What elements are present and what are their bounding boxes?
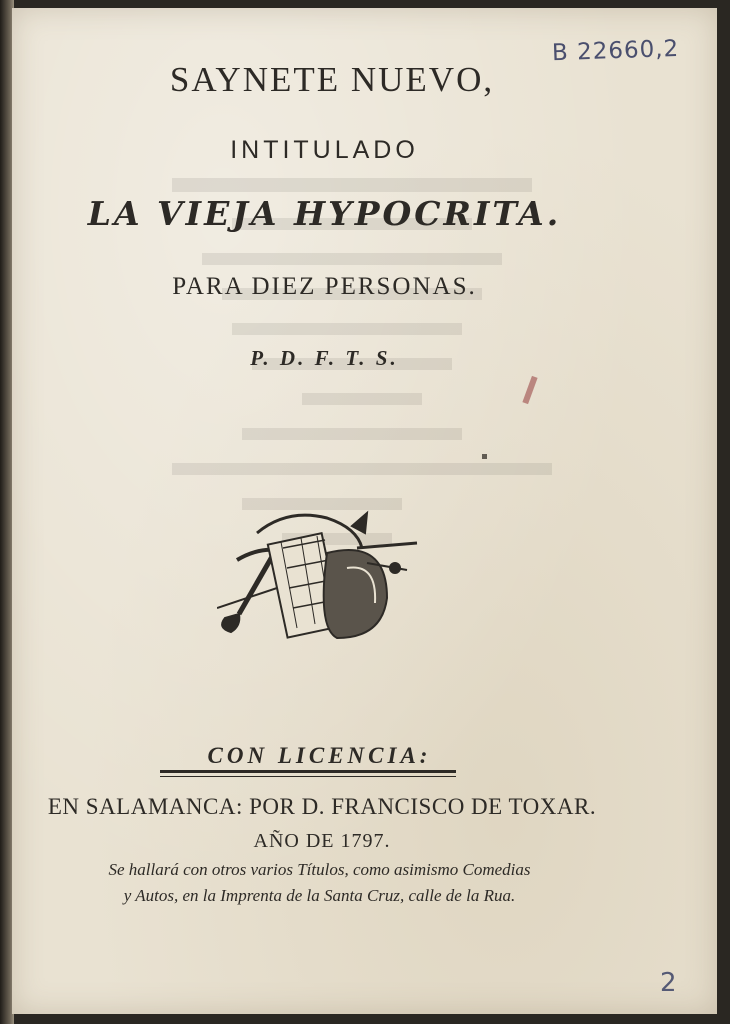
bookseller-note-line-2: y Autos, en la Imprenta de la Santa Cruz, calle de la Rua. (123, 886, 516, 905)
subtitle: INTITULADO (230, 136, 419, 164)
title-page (12, 8, 717, 1014)
musical-instruments-trophy-icon (217, 508, 427, 653)
handwritten-shelfmark: B 22660,2 (551, 35, 680, 67)
licence-line: CON LICENCIA: (207, 743, 432, 768)
publication-year: AÑO DE 1797. (253, 830, 391, 852)
ink-speck (482, 454, 487, 459)
cast-size: PARA DIEZ PERSONAS. (172, 273, 477, 300)
handwritten-page-number: 2 (660, 968, 677, 998)
author-initials: P. D. F. T. S. (250, 346, 399, 370)
bookseller-note-line-1: Se hallará con otros varios Títulos, como asimismo Comedias (108, 860, 531, 879)
page-title: SAYNETE NUEVO, (169, 60, 495, 99)
double-rule-bottom (160, 776, 456, 777)
play-title: LA VIEJA HYPOCRITA. (87, 194, 562, 233)
imprint-line: EN SALAMANCA: POR D. FRANCISCO DE TOXAR. (47, 794, 597, 819)
double-rule-top (160, 770, 456, 773)
